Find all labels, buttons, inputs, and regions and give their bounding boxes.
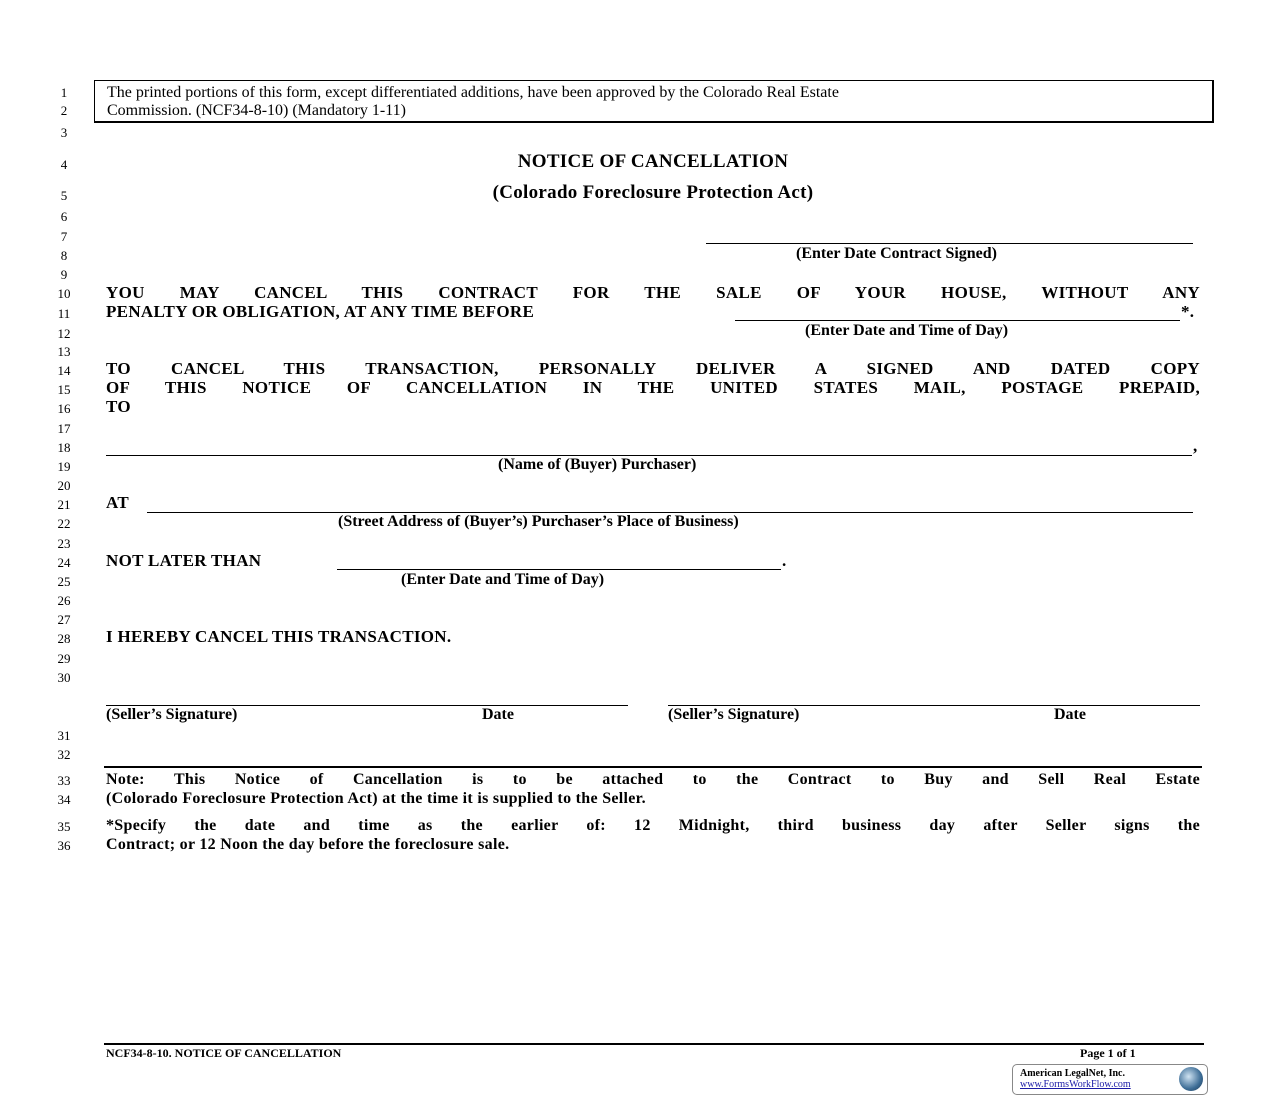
hereby-cancel: I HEREBY CANCEL THIS TRANSACTION.	[106, 627, 452, 646]
line-number: 1	[60, 85, 68, 100]
line-number: 33	[57, 773, 71, 788]
at-label: AT	[106, 493, 129, 512]
line-number: 22	[57, 516, 71, 531]
line-number: 19	[57, 459, 71, 474]
line-number: 32	[57, 747, 71, 762]
line-number: 16	[57, 401, 71, 416]
para2-line-3: TO	[106, 397, 131, 416]
line-number: 29	[57, 651, 71, 666]
para2-line-2: OF THIS NOTICE OF CANCELLATION IN THE UNITED STATES MAIL, POSTAGE PREPAID,	[106, 378, 1200, 397]
specify-line-1: *Specify the date and time as the earlier of: 12 Midnight, third business day after Seller signs the	[106, 817, 1200, 834]
logo-company: American LegalNet, Inc.	[1020, 1068, 1125, 1079]
globe-icon	[1179, 1067, 1203, 1091]
line-number: 12	[57, 326, 71, 341]
seller-signature-label-2: (Seller’s Signature)	[668, 706, 800, 723]
line-number: 11	[57, 306, 71, 321]
para1-line-2: PENALTY OR OBLIGATION, AT ANY TIME BEFORE	[106, 302, 535, 321]
line-number: 31	[57, 728, 71, 743]
line-number: 25	[57, 574, 71, 589]
line-number: 27	[57, 612, 71, 627]
line-number: 21	[57, 497, 71, 512]
period: .	[782, 551, 787, 570]
line-number: 26	[57, 593, 71, 608]
date-signed-label: (Enter Date Contract Signed)	[796, 245, 998, 262]
line-number: 36	[57, 838, 71, 853]
note-line-1: Note: This Notice of Cancellation is to be attached to the Contract to Buy and Sell Real Estate	[106, 771, 1200, 788]
form-subtitle: (Colorado Foreclosure Protection Act)	[492, 182, 814, 203]
line-number: 30	[57, 670, 71, 685]
line-number: 13	[57, 344, 71, 359]
line-number: 3	[60, 125, 68, 140]
line-number: 20	[57, 478, 71, 493]
date-label-1: Date	[482, 706, 514, 723]
american-legalnet-logo[interactable]	[1012, 1064, 1208, 1095]
line-number: 4	[60, 157, 68, 172]
line-number: 8	[60, 248, 68, 263]
line-number: 2	[60, 103, 68, 118]
para1-line-1: YOU MAY CANCEL THIS CONTRACT FOR THE SALE OF YOUR HOUSE, WITHOUT ANY	[106, 283, 1200, 302]
line-number: 5	[60, 188, 68, 203]
seller-signature-label-1: (Seller’s Signature)	[106, 706, 238, 723]
date-time-label: (Enter Date and Time of Day)	[805, 322, 1009, 339]
buyer-name-label: (Name of (Buyer) Purchaser)	[498, 456, 697, 473]
line-number: 6	[60, 209, 68, 224]
logo-url[interactable]: www.FormsWorkFlow.com	[1020, 1079, 1131, 1090]
line-number: 7	[60, 229, 68, 244]
approval-notice-box	[94, 80, 1214, 123]
footer-divider	[104, 1043, 1204, 1045]
para2-line-1: TO CANCEL THIS TRANSACTION, PERSONALLY DELIVER A SIGNED AND DATED COPY	[106, 359, 1200, 378]
specify-line-2: Contract; or 12 Noon the day before the foreclosure sale.	[106, 836, 510, 853]
date-time-label-2: (Enter Date and Time of Day)	[401, 571, 605, 588]
line-number: 17	[57, 421, 71, 436]
line-number: 23	[57, 536, 71, 551]
line-number: 10	[57, 286, 71, 301]
address-label: (Street Address of (Buyer’s) Purchaser’s Place of Business)	[338, 513, 739, 530]
line-number: 28	[57, 631, 71, 646]
line-number: 14	[57, 363, 71, 378]
footer-page-number: Page 1 of 1	[1080, 1046, 1136, 1060]
note-line-2: (Colorado Foreclosure Protection Act) at the time it is supplied to the Seller.	[106, 790, 646, 807]
line-number: 15	[57, 382, 71, 397]
form-title: NOTICE OF CANCELLATION	[517, 151, 789, 172]
date-label-2: Date	[1054, 706, 1086, 723]
approval-line-2: Commission. (NCF34-8-10) (Mandatory 1-11)	[107, 102, 406, 119]
asterisk: *.	[1181, 302, 1195, 321]
comma: ,	[1193, 436, 1198, 455]
not-later-than-label: NOT LATER THAN	[106, 551, 262, 570]
line-number: 9	[60, 267, 68, 282]
date-signed-line	[706, 243, 1193, 244]
footer-form-id: NCF34-8-10. NOTICE OF CANCELLATION	[106, 1046, 342, 1060]
approval-line-1: The printed portions of this form, except differentiated additions, have been approved by the Colorado Real Estate	[107, 84, 839, 101]
not-later-than-line	[337, 569, 781, 570]
line-number: 24	[57, 555, 71, 570]
line-number: 35	[57, 819, 71, 834]
note-divider	[104, 766, 1202, 768]
line-number: 34	[57, 792, 71, 807]
line-number: 18	[57, 440, 71, 455]
cancel-deadline-line	[735, 320, 1180, 321]
